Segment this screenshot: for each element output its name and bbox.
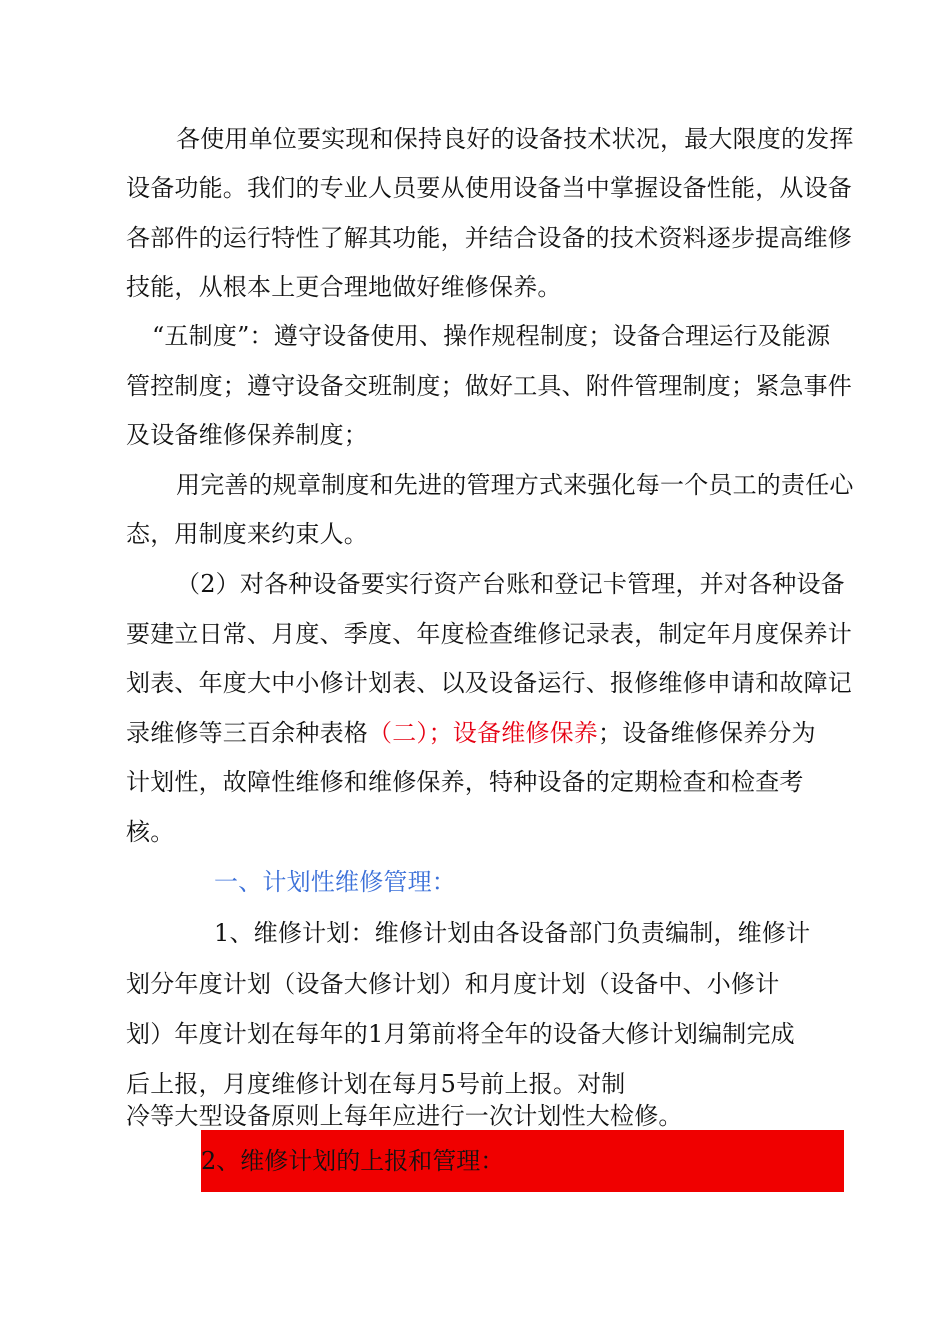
paragraph-1-line-2: 设备功能。我们的专业人员要从使用设备当中掌握设备性能，从设备 bbox=[126, 174, 852, 202]
paragraph-4-line-4-suffix: ；设备维修保养分为 bbox=[598, 719, 816, 747]
paragraph-4-line-5: 计划性，故障性维修和维修保养，特种设备的定期检查和检查考 bbox=[126, 768, 804, 796]
paragraph-2-line-1: “五制度”：遵守设备使用、操作规程制度；设备合理运行及能源 bbox=[152, 322, 831, 350]
paragraph-4-line-1: （2）对各种设备要实行资产台账和登记卡管理，并对各种设备 bbox=[176, 570, 845, 598]
paragraph-4-line-3: 划表、年度大中小修计划表、以及设备运行、报修维修申请和故障记 bbox=[126, 669, 852, 697]
paragraph-5-line-1: 1、维修计划：维修计划由各设备部门负责编制，维修计 bbox=[214, 919, 811, 947]
paragraph-5-line-3: 划）年度计划在每年的1月第前将全年的设备大修计划编制完成 bbox=[126, 1020, 795, 1048]
section-heading-planned-maintenance: 一、计划性维修管理： bbox=[214, 868, 456, 896]
paragraph-5-line-5: 冷等大型设备原则上每年应进行一次计划性大检修。 bbox=[126, 1102, 683, 1130]
paragraph-3-line-2: 态，用制度来约束人。 bbox=[126, 520, 368, 548]
paragraph-4-line-2: 要建立日常、月度、季度、年度检查维修记录表，制定年月度保养计 bbox=[126, 620, 852, 648]
paragraph-4-highlight-red: （二）；设备维修保养 bbox=[368, 719, 598, 747]
paragraph-3-line-1: 用完善的规章制度和先进的管理方式来强化每一个员工的责任心 bbox=[176, 471, 854, 499]
paragraph-2-line-2: 管控制度；遵守设备交班制度；做好工具、附件管理制度；紧急事件 bbox=[126, 372, 852, 400]
paragraph-2-line-3: 及设备维修保养制度； bbox=[126, 421, 368, 449]
paragraph-4-line-4 bbox=[126, 718, 856, 748]
paragraph-5-line-4: 后上报，月度维修计划在每月5号前上报。对制 bbox=[126, 1070, 626, 1098]
paragraph-1-line-4: 技能，从根本上更合理地做好维修保养。 bbox=[126, 273, 562, 301]
paragraph-4-line-6: 核。 bbox=[126, 818, 175, 846]
paragraph-1-line-1: 各使用单位要实现和保持良好的设备技术状况，最大限度的发挥 bbox=[176, 125, 854, 153]
paragraph-4-line-4-prefix: 录维修等三百余种表格 bbox=[126, 719, 368, 747]
paragraph-5-line-2: 划分年度计划（设备大修计划）和月度计划（设备中、小修计 bbox=[126, 970, 780, 998]
section-heading-plan-reporting: 2、维修计划的上报和管理： bbox=[201, 1147, 505, 1175]
paragraph-1-line-3: 各部件的运行特性了解其功能，并结合设备的技术资料逐步提高维修 bbox=[126, 224, 852, 252]
